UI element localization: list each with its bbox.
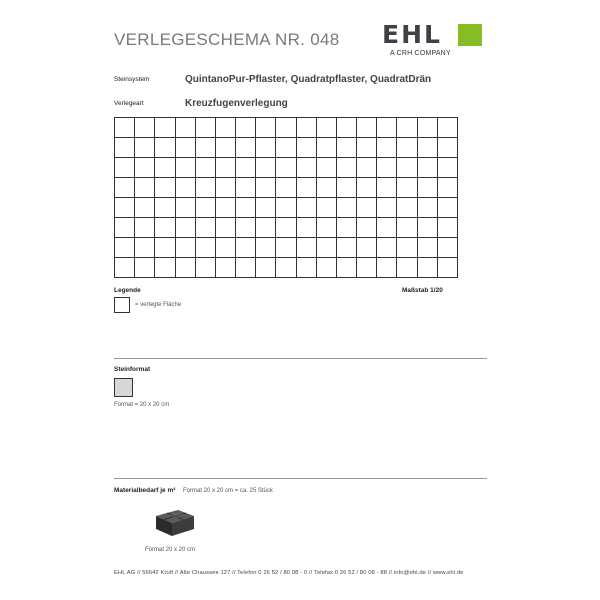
pattern-cell [236,178,256,198]
pattern-cell [216,238,236,258]
pattern-cell [377,118,397,138]
pattern-cell [176,218,196,238]
material-caption: Format 20 x 20 cm [145,547,196,553]
pattern-cell [155,218,175,238]
pattern-cell [236,238,256,258]
pattern-cell [135,198,155,218]
pattern-cell [438,198,458,218]
pattern-cell [176,158,196,178]
pattern-cell [418,138,438,158]
pattern-cell [397,118,417,138]
pattern-cell [397,238,417,258]
pattern-cell [357,158,377,178]
pattern-cell [196,178,216,198]
pattern-cell [115,218,135,238]
pattern-cell [438,238,458,258]
pattern-cell [236,138,256,158]
pattern-cell [236,198,256,218]
pattern-cell [276,138,296,158]
pattern-cell [297,218,317,238]
scale-label: Maßstab 1/20 [402,287,443,294]
pattern-cell [438,138,458,158]
pattern-cell [196,158,216,178]
ehl-logo [382,22,486,60]
pattern-cell [397,138,417,158]
pattern-cell [438,218,458,238]
pattern-cell [418,178,438,198]
pattern-cell [216,178,236,198]
pattern-cell [216,138,236,158]
pattern-cell [115,178,135,198]
pattern-cell [236,118,256,138]
pattern-cell [236,158,256,178]
pattern-cell [256,118,276,138]
pattern-cell [176,138,196,158]
pattern-cell [317,178,337,198]
pattern-cell [377,158,397,178]
pattern-cell [377,138,397,158]
steinsystem-value: QuintanoPur-Pflaster, Quadratpflaster, QuadratDrän [185,74,432,85]
legend-swatch [114,297,130,313]
pattern-cell [317,138,337,158]
steinsystem-label: Steinsystem [114,76,150,83]
pattern-cell [135,158,155,178]
pattern-cell [418,218,438,238]
pattern-cell [317,158,337,178]
pattern-cell [155,178,175,198]
pattern-cell [317,218,337,238]
pattern-cell [297,258,317,278]
pattern-cell [337,218,357,238]
pattern-cell [418,198,438,218]
pattern-cell [176,178,196,198]
pattern-cell [418,258,438,278]
material-heading: Materialbedarf je m² [114,487,176,494]
pattern-cell [216,118,236,138]
pattern-cell [256,138,276,158]
pattern-cell [176,238,196,258]
pattern-cell [337,198,357,218]
logo-subtitle: A CRH COMPANY [390,50,451,57]
pattern-cell [155,158,175,178]
document-title: VERLEGESCHEMA NR. 048 [114,30,340,49]
pattern-cell [155,118,175,138]
pattern-cell [276,238,296,258]
pattern-cell [276,178,296,198]
pattern-cell [155,258,175,278]
pattern-cell [337,178,357,198]
pattern-cell [418,158,438,178]
pattern-cell [297,178,317,198]
pattern-cell [216,158,236,178]
format-swatch [114,378,133,397]
legend-heading: Legende [114,287,141,294]
pattern-cell [256,258,276,278]
divider [114,478,487,479]
pattern-cell [357,118,377,138]
pattern-cell [397,218,417,238]
pattern-cell [357,238,377,258]
pattern-cell [377,258,397,278]
pattern-cell [155,198,175,218]
pattern-cell [135,218,155,238]
pattern-cell [438,258,458,278]
legend-item-text: = verlegte Fläche [135,302,182,308]
divider [114,358,487,359]
pattern-cell [196,258,216,278]
paving-stone-illustration [148,508,198,540]
verlegeart-label: Verlegeart [114,100,144,107]
pattern-cell [297,138,317,158]
pattern-cell [317,258,337,278]
footer-address: EHL AG // 56642 Kruft // Alte Chaussee 127 // Telefon 0 26 52 / 80 08 - 0 // Telefax 0 26 52 / 80 08 - 88 // info@ehl.de // www.ehl.de [114,570,464,576]
pattern-cell [176,118,196,138]
pattern-cell [317,198,337,218]
pattern-cell [337,118,357,138]
pattern-cell [176,198,196,218]
pattern-cell [216,258,236,278]
logo-text: EHL [382,20,442,49]
pattern-cell [256,158,276,178]
pattern-cell [418,118,438,138]
pattern-cell [115,158,135,178]
pattern-cell [135,238,155,258]
pattern-cell [236,218,256,238]
pattern-cell [135,138,155,158]
pattern-cell [196,118,216,138]
pattern-cell [438,118,458,138]
pattern-cell [337,238,357,258]
pattern-cell [418,238,438,258]
pattern-cell [297,238,317,258]
pattern-cell [297,198,317,218]
pattern-cell [357,138,377,158]
pattern-cell [276,118,296,138]
pattern-cell [297,118,317,138]
steinformat-heading: Steinformat [114,366,151,373]
pattern-cell [377,198,397,218]
pattern-cell [357,198,377,218]
pattern-cell [337,138,357,158]
pattern-cell [357,258,377,278]
pattern-cell [438,158,458,178]
pattern-cell [377,178,397,198]
logo-green-square [458,24,482,46]
pattern-cell [276,218,296,238]
pattern-cell [337,158,357,178]
pattern-cell [196,198,216,218]
pattern-cell [337,258,357,278]
pattern-cell [256,218,276,238]
pattern-cell [196,218,216,238]
pattern-cell [256,178,276,198]
pattern-cell [115,198,135,218]
pattern-cell [276,258,296,278]
pattern-cell [357,178,377,198]
pattern-cell [357,218,377,238]
pattern-cell [115,238,135,258]
pattern-cell [276,158,296,178]
pattern-cell [256,198,276,218]
pattern-cell [115,258,135,278]
pattern-cell [256,238,276,258]
material-text: Format 20 x 20 cm = ca. 25 Stück [183,488,273,494]
pattern-cell [135,178,155,198]
pattern-cell [216,198,236,218]
pattern-cell [377,238,397,258]
pattern-cell [115,138,135,158]
laying-pattern-grid [114,117,458,278]
pattern-cell [155,238,175,258]
format-caption: Format = 20 x 20 cm [114,402,170,408]
pattern-cell [216,218,236,238]
pattern-cell [438,178,458,198]
pattern-cell [236,258,256,278]
pattern-cell [317,118,337,138]
pattern-cell [397,198,417,218]
pattern-cell [196,138,216,158]
pattern-cell [135,118,155,138]
pattern-cell [297,158,317,178]
pattern-cell [196,238,216,258]
pattern-cell [155,138,175,158]
pattern-cell [397,178,417,198]
pattern-cell [397,158,417,178]
pattern-cell [377,218,397,238]
pattern-cell [115,118,135,138]
pattern-cell [397,258,417,278]
pattern-cell [135,258,155,278]
pattern-cell [176,258,196,278]
verlegeart-value: Kreuzfugenverlegung [185,98,288,109]
pattern-cell [317,238,337,258]
pattern-cell [276,198,296,218]
